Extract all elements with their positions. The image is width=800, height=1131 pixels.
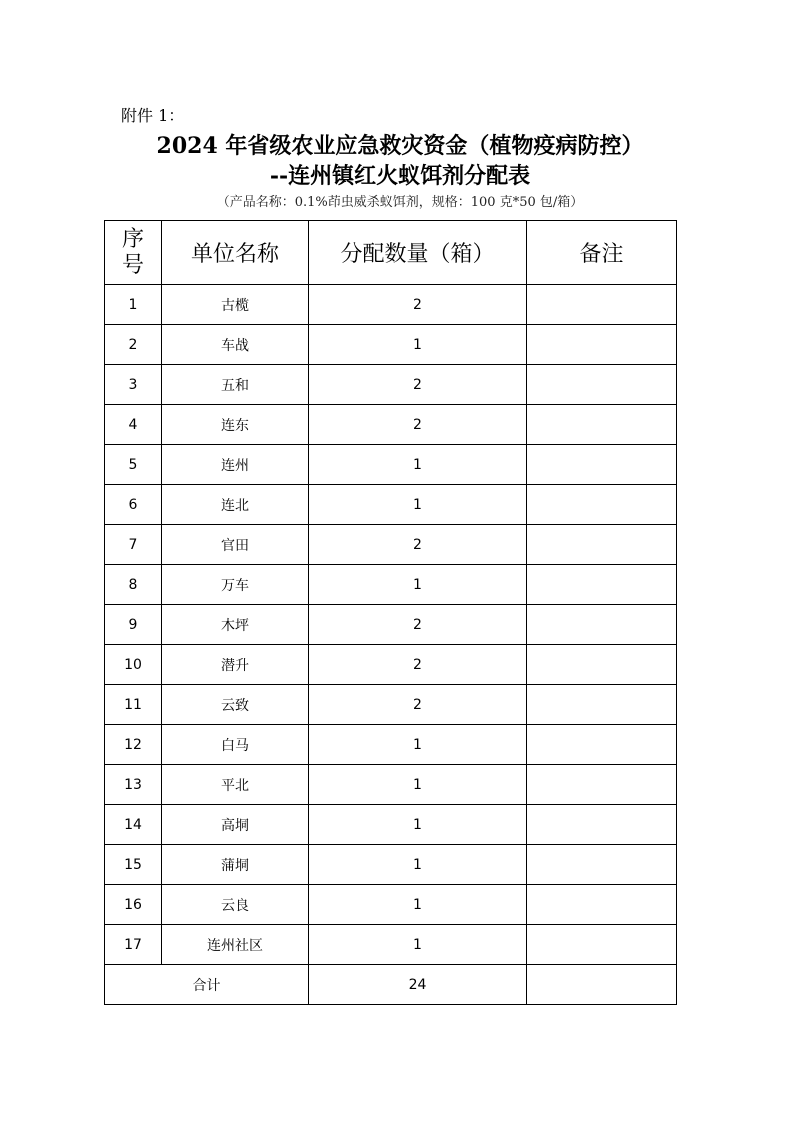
allocation-table — [104, 220, 677, 1005]
cell-unit: 高垌 — [162, 805, 309, 845]
header-seq-bottom: 号 — [121, 252, 144, 278]
cell-note — [527, 645, 677, 685]
table-row — [105, 605, 677, 645]
cell-seq: 16 — [105, 885, 162, 925]
cell-qty: 1 — [309, 845, 527, 885]
cell-qty: 2 — [309, 525, 527, 565]
cell-note — [527, 725, 677, 765]
cell-unit: 平北 — [162, 765, 309, 805]
cell-qty: 2 — [309, 405, 527, 445]
cell-seq: 10 — [105, 645, 162, 685]
cell-seq: 1 — [105, 285, 162, 325]
cell-note — [527, 525, 677, 565]
cell-qty: 1 — [309, 925, 527, 965]
cell-qty: 1 — [309, 805, 527, 845]
cell-seq: 7 — [105, 525, 162, 565]
cell-seq: 17 — [105, 925, 162, 965]
header-seq-top: 序 — [121, 226, 144, 252]
cell-note — [527, 845, 677, 885]
cell-unit: 木坪 — [162, 605, 309, 645]
cell-unit: 潜升 — [162, 645, 309, 685]
header-seq — [105, 221, 162, 285]
cell-unit: 官田 — [162, 525, 309, 565]
cell-seq: 15 — [105, 845, 162, 885]
table-row — [105, 685, 677, 725]
total-row — [105, 965, 677, 1005]
cell-unit: 连州 — [162, 445, 309, 485]
table-row — [105, 645, 677, 685]
cell-note — [527, 405, 677, 445]
cell-unit: 白马 — [162, 725, 309, 765]
cell-qty: 2 — [309, 605, 527, 645]
table-row — [105, 845, 677, 885]
cell-unit: 古榄 — [162, 285, 309, 325]
table-row — [105, 805, 677, 845]
cell-note — [527, 325, 677, 365]
table-row — [105, 565, 677, 605]
cell-seq: 12 — [105, 725, 162, 765]
cell-unit: 万车 — [162, 565, 309, 605]
cell-seq: 5 — [105, 445, 162, 485]
cell-unit: 连州社区 — [162, 925, 309, 965]
cell-qty: 1 — [309, 485, 527, 525]
table-row — [105, 725, 677, 765]
table-row — [105, 405, 677, 445]
cell-qty: 1 — [309, 725, 527, 765]
header-note: 备注 — [527, 221, 677, 285]
cell-qty: 1 — [309, 325, 527, 365]
cell-note — [527, 605, 677, 645]
cell-note — [527, 925, 677, 965]
cell-seq: 3 — [105, 365, 162, 405]
total-qty: 24 — [309, 965, 527, 1005]
table-row — [105, 885, 677, 925]
table-header-row — [105, 221, 677, 285]
cell-seq: 11 — [105, 685, 162, 725]
cell-qty: 2 — [309, 645, 527, 685]
cell-note — [527, 565, 677, 605]
cell-qty: 2 — [309, 685, 527, 725]
cell-qty: 2 — [309, 365, 527, 405]
product-subtitle: （产品名称：0.1%茚虫威杀蚁饵剂，规格：100 克*50 包/箱） — [216, 195, 584, 210]
cell-note — [527, 285, 677, 325]
header-qty: 分配数量（箱） — [309, 221, 527, 285]
cell-unit: 车战 — [162, 325, 309, 365]
cell-qty: 1 — [309, 765, 527, 805]
cell-unit: 云良 — [162, 885, 309, 925]
cell-unit: 蒲垌 — [162, 845, 309, 885]
header-unit: 单位名称 — [162, 221, 309, 285]
document-title-line2: --连州镇红火蚁饵剂分配表 — [269, 163, 531, 189]
cell-seq: 4 — [105, 405, 162, 445]
cell-note — [527, 365, 677, 405]
table-row — [105, 525, 677, 565]
cell-qty: 2 — [309, 285, 527, 325]
cell-unit: 连北 — [162, 485, 309, 525]
cell-note — [527, 445, 677, 485]
cell-note — [527, 805, 677, 845]
table-row — [105, 365, 677, 405]
cell-unit: 连东 — [162, 405, 309, 445]
cell-note — [527, 765, 677, 805]
total-label: 合计 — [105, 965, 309, 1005]
cell-seq: 6 — [105, 485, 162, 525]
cell-qty: 1 — [309, 445, 527, 485]
cell-note — [527, 485, 677, 525]
cell-seq: 8 — [105, 565, 162, 605]
cell-seq: 14 — [105, 805, 162, 845]
cell-note — [527, 885, 677, 925]
total-note — [527, 965, 677, 1005]
cell-qty: 1 — [309, 565, 527, 605]
table-row — [105, 285, 677, 325]
cell-note — [527, 685, 677, 725]
cell-seq: 2 — [105, 325, 162, 365]
table-row — [105, 765, 677, 805]
cell-unit: 五和 — [162, 365, 309, 405]
table-row — [105, 325, 677, 365]
table-row — [105, 925, 677, 965]
attachment-label: 附件 1： — [121, 106, 185, 125]
table-row — [105, 445, 677, 485]
cell-unit: 云致 — [162, 685, 309, 725]
table-row — [105, 485, 677, 525]
cell-qty: 1 — [309, 885, 527, 925]
cell-seq: 13 — [105, 765, 162, 805]
document-title-line1: 2024 年省级农业应急救灾资金（植物疫病防控） — [156, 133, 644, 159]
cell-seq: 9 — [105, 605, 162, 645]
